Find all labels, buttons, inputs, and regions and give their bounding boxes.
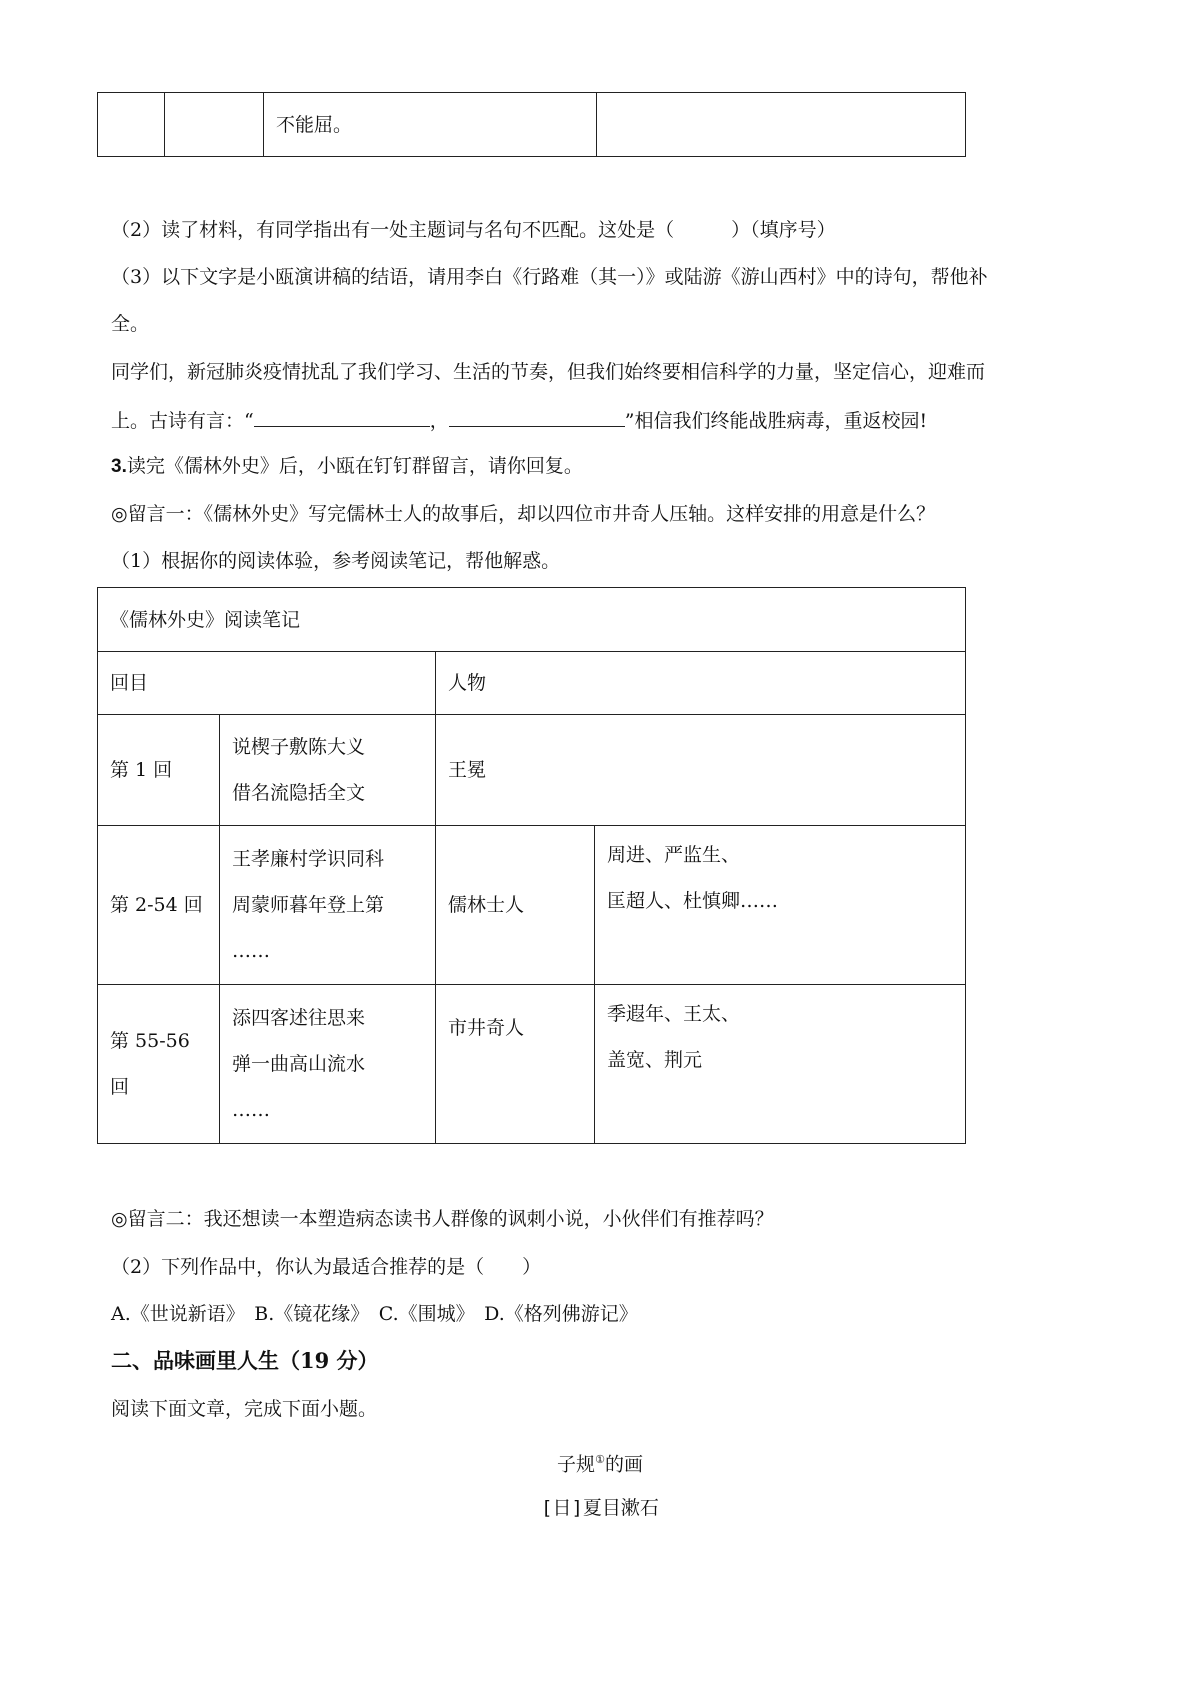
row-2-names (595, 826, 966, 985)
question-3-text: 读完《儒林外史》后，小瓯在钉钉群留言，请你回复。 (126, 455, 583, 477)
top-table (97, 92, 966, 157)
row-2-names-2: 匡超人、杜慎卿…… (607, 890, 779, 912)
question-2: （2）读了材料，有同学指出有一处主题词与名句不匹配。这处是（ ）（填序号） (111, 219, 836, 241)
blank-line-1[interactable] (254, 406, 430, 427)
article-title-suffix: 的画 (604, 1453, 643, 1476)
blank-line-2[interactable] (449, 406, 625, 427)
row-3-names-1: 季遐年、王太、 (607, 1003, 741, 1025)
row-3-chapter-1: 第 55-56 (110, 1030, 190, 1052)
message-2: ◎留言二：我还想读一本塑造病态读书人群像的讽刺小说，小伙伴们有推荐吗？ (111, 1208, 774, 1230)
row-1-chapter: 第 1 回 (98, 715, 220, 826)
top-table-cell-2 (165, 93, 264, 157)
article-title-main: 子规 (557, 1453, 596, 1476)
speech-line-1: 同学们，新冠肺炎疫情扰乱了我们学习、生活的节奏，但我们始终要相信科学的力量，坚定信心，迎难而 (111, 361, 986, 383)
row-2-title-3: …… (232, 940, 270, 962)
row-3-group: 市井奇人 (436, 985, 595, 1144)
article-author: [日]夏目漱石 (541, 1497, 659, 1519)
row-1-person: 王冕 (436, 715, 966, 826)
speech-line-2-prefix: 上。古诗有言：“ (111, 410, 254, 432)
footnote-marker: ① (595, 1453, 605, 1466)
header-person: 人物 (436, 652, 966, 715)
row-3-title-2: 弹一曲高山流水 (232, 1053, 366, 1075)
reading-notes-table (97, 587, 966, 1144)
top-table-text: 不能屈。 (264, 93, 597, 157)
question-3-number: 3. (111, 456, 127, 477)
row-1-titles (220, 715, 436, 826)
answer-options: A.《世说新语》 B.《镜花缘》 C.《围城》 D.《格列佛游记》 (111, 1303, 638, 1325)
section-2-heading: 二、品味画里人生（19 分） (111, 1348, 379, 1373)
table-title: 《儒林外史》阅读笔记 (98, 588, 966, 652)
row-3-title-1: 添四客述往思来 (232, 1007, 366, 1029)
speech-line-2-sep: ， (429, 410, 449, 432)
row-3-chapter-2: 回 (110, 1076, 130, 1098)
row-2-names-1: 周进、严监生、 (607, 844, 741, 866)
article-title (0, 1448, 1200, 1476)
question-3-line-2: 全。 (111, 313, 150, 335)
row-2-chapter: 第 2-54 回 (98, 826, 220, 985)
row-2-title-1: 王孝廉村学识同科 (232, 848, 385, 870)
row-2-title-2: 周蒙师暮年登上第 (232, 894, 385, 916)
question-3-main (111, 454, 583, 479)
question-3-line-1: （3）以下文字是小瓯演讲稿的结语，请用李白《行路难（其一）》或陆游《游山西村》中的诗句，帮他补 (111, 266, 988, 288)
row-2-titles (220, 826, 436, 985)
row-3-names-2: 盖宽、荆元 (607, 1049, 703, 1071)
speech-line-2 (111, 406, 927, 433)
sub-question-1: （1）根据你的阅读体验，参考阅读笔记，帮他解惑。 (111, 550, 561, 572)
top-table-cell-1 (98, 93, 165, 157)
sub-question-2: （2）下列作品中，你认为最适合推荐的是（ ） (111, 1256, 542, 1278)
row-3-title-3: …… (232, 1099, 270, 1121)
message-1: ◎留言一：《儒林外史》写完儒林士人的故事后，却以四位市井奇人压轴。这样安排的用意是什么？ (111, 503, 936, 525)
section-2-instruction: 阅读下面文章，完成下面小题。 (111, 1398, 378, 1420)
row-2-group: 儒林士人 (436, 826, 595, 985)
top-table-cell-4 (597, 93, 966, 157)
row-1-title-2: 借名流隐括全文 (232, 782, 366, 804)
header-chapter: 回目 (98, 652, 436, 715)
row-3-titles (220, 985, 436, 1144)
row-3-names (595, 985, 966, 1144)
row-3-chapter (98, 985, 220, 1144)
row-1-title-1: 说楔子敷陈大义 (232, 736, 366, 758)
speech-line-2-suffix: ”相信我们终能战胜病毒，重返校园! (624, 410, 928, 432)
